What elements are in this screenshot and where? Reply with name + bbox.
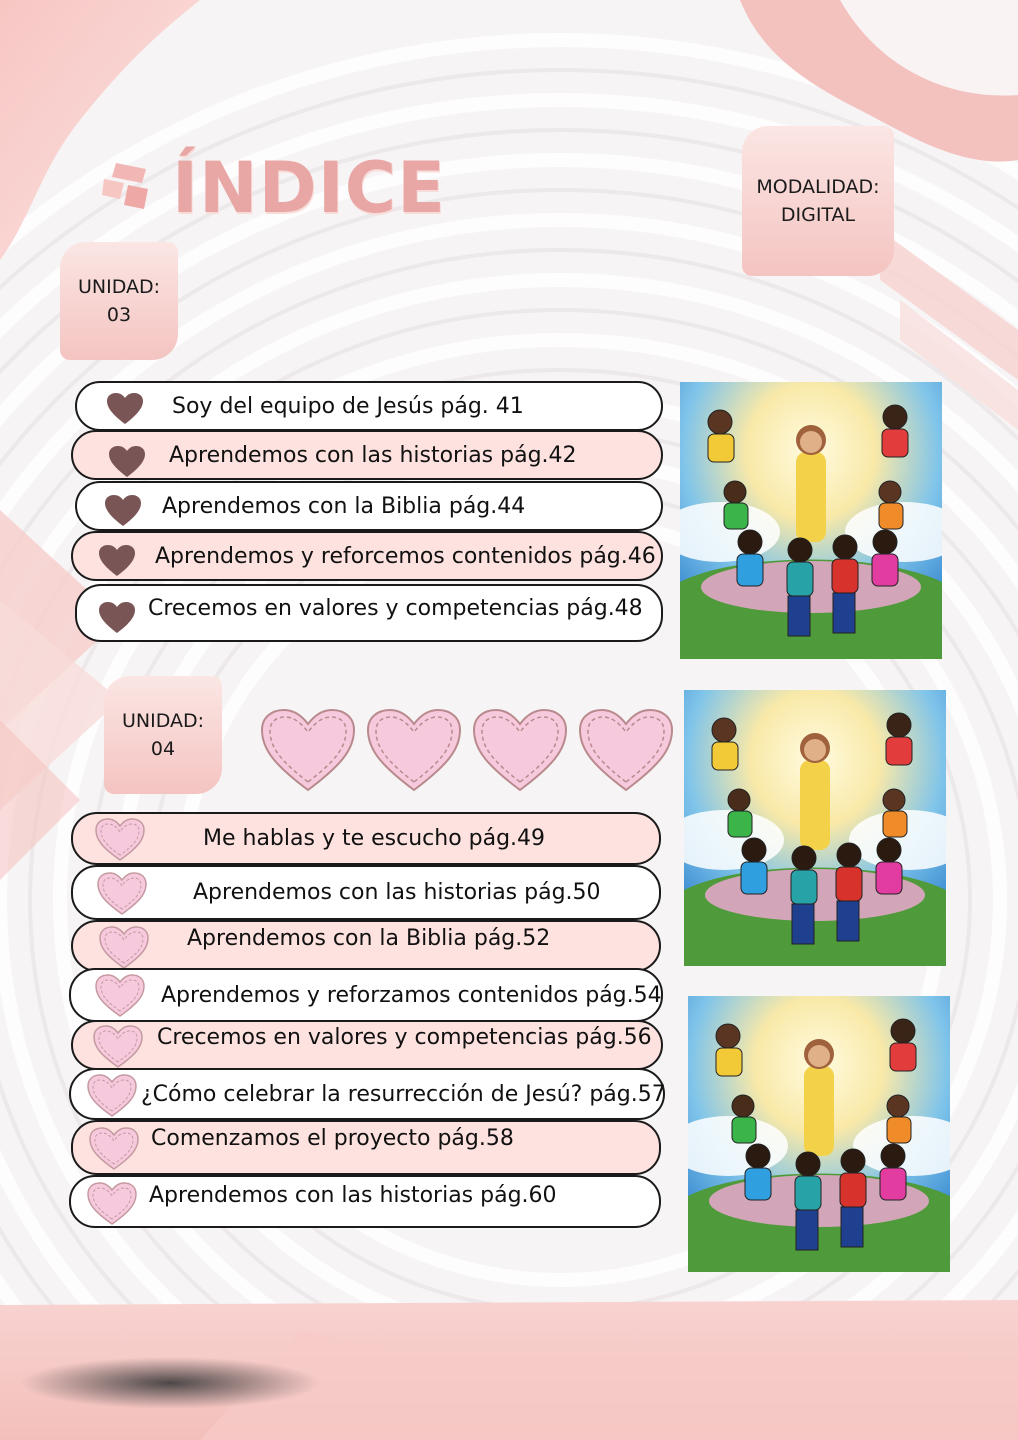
list-item-label: Aprendemos con las historias pág.42: [169, 442, 577, 468]
heart-icon: [99, 545, 135, 577]
heart-icon: [107, 393, 143, 425]
unit3-label: UNIDAD:: [77, 276, 161, 298]
heart-outline-icon: [366, 708, 462, 792]
heart-outline-icon: [87, 1074, 137, 1118]
list-item[interactable]: [71, 430, 663, 480]
list-item[interactable]: [71, 920, 661, 972]
list-item[interactable]: [71, 812, 661, 865]
heart-outline-icon: [89, 1127, 139, 1171]
list-item-label: Crecemos en valores y competencias pág.48: [148, 596, 643, 621]
list-item-label: Me hablas y te escucho pág.49: [203, 826, 546, 851]
heart-outline-icon: [472, 708, 568, 792]
list-item[interactable]: [75, 481, 663, 531]
list-item[interactable]: [75, 381, 663, 431]
unit3-tag: [60, 242, 178, 360]
list-item[interactable]: [71, 865, 661, 920]
heart-outline-icon: [97, 872, 147, 916]
heart-outline-icon: [93, 1025, 143, 1069]
puzzle-icon: [102, 161, 152, 215]
heart-outline-icon: [99, 926, 149, 970]
list-item-label: Aprendemos con la Biblia pág.52: [187, 926, 551, 951]
list-item[interactable]: [71, 531, 663, 581]
list-item-label: Comenzamos el proyecto pág.58: [151, 1126, 514, 1151]
modalidad-value: DIGITAL: [780, 204, 856, 226]
illustration-2: [684, 690, 946, 966]
list-item-label: Soy del equipo de Jesús pág. 41: [172, 393, 524, 419]
heart-icon: [105, 495, 141, 527]
unit4-label: UNIDAD:: [121, 710, 205, 732]
heart-icon: [99, 602, 135, 634]
list-item-label: Aprendemos con las historias pág.50: [193, 880, 601, 905]
list-item-label: Aprendemos con las historias pág.60: [149, 1183, 557, 1208]
list-item-label: Aprendemos con la Biblia pág.44: [162, 493, 526, 519]
list-item[interactable]: [71, 1120, 661, 1175]
list-item[interactable]: [69, 968, 663, 1022]
list-item-label: Aprendemos y reforcemos contenidos pág.46: [155, 543, 656, 569]
unit3-number: 03: [106, 304, 132, 326]
illustration-3: [688, 996, 950, 1272]
list-item[interactable]: [75, 584, 663, 642]
list-item-label: Crecemos en valores y competencias pág.56: [157, 1025, 652, 1050]
heart-outline-icon: [95, 818, 145, 862]
heart-outline-icon: [578, 708, 674, 792]
list-item[interactable]: [69, 1175, 661, 1228]
unit4-number: 04: [150, 738, 176, 760]
modalidad-label: MODALIDAD:: [756, 176, 880, 198]
title-block: [102, 138, 446, 238]
heart-outline-icon: [260, 708, 356, 792]
modalidad-tag: [742, 126, 894, 276]
list-item-label: ¿Cómo celebrar la resurrección de Jesú? pág.57: [141, 1081, 666, 1107]
heart-icon: [109, 446, 145, 478]
list-item[interactable]: [71, 1020, 663, 1070]
list-item[interactable]: [69, 1068, 665, 1120]
illustration-1: [680, 382, 942, 659]
page-title: ÍNDICE: [172, 147, 446, 229]
heart-outline-icon: [95, 974, 145, 1018]
heart-outline-icon: [87, 1182, 137, 1226]
unit4-tag: [104, 676, 222, 794]
list-item-label: Aprendemos y reforzamos contenidos pág.54: [161, 982, 662, 1008]
